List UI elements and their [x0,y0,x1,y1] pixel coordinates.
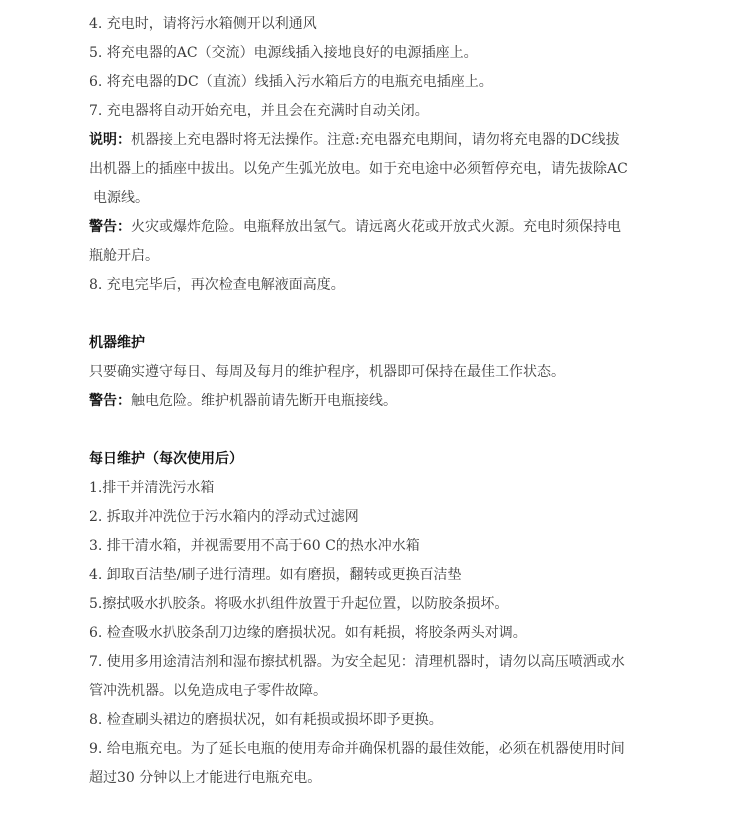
charging-step-7: 7. 充电器将自动开始充电，并且会在充满时自动关闭。 [89,103,429,119]
maintenance-heading: 机器维护 [89,335,145,351]
warning-text-1: 火灾或爆炸危险。电瓶释放出氢气。请远离火花或开放式火源。充电时须保持电 [131,219,621,235]
charging-note-line-2: 出机器上的插座中拔出。以免产生弧光放电。如于充电途中必须暂停充电，请先拔除AC [89,161,628,177]
daily-item-9-line-2: 超过30 分钟以上才能进行电瓶充电。 [89,770,322,786]
maintenance-warning [89,387,689,416]
daily-item-4: 4. 卸取百洁垫/刷子进行清理。如有磨损，翻转或更换百洁垫 [89,567,462,583]
charging-step-6: 6. 将充电器的DC（直流）线插入污水箱后方的电瓶充电插座上。 [89,74,493,90]
daily-item-9-line-1: 9. 给电瓶充电。为了延长电瓶的使用寿命并确保机器的最佳效能，必须在机器使用时间 [89,741,625,757]
daily-item-2: 2. 拆取并冲洗位于污水箱内的浮动式过滤网 [89,509,359,525]
daily-item-8: 8. 检查刷头裙边的磨损状况，如有耗损或损坏即予更换。 [89,712,443,728]
document-body [89,10,689,793]
note-label: 说明： [89,132,131,148]
maintenance-warning-text: 触电危险。维护机器前请先断开电瓶接线。 [131,393,397,409]
section-gap [89,300,689,329]
daily-item-5: 5.擦拭吸水扒胶条。将吸水扒组件放置于升起位置，以防胶条损坏。 [89,596,509,612]
maintenance-warning-label: 警告： [89,393,131,409]
charging-step-4: 4. 充电时，请将污水箱侧开以利通风 [89,16,317,32]
note-text-1: 机器接上充电器时将无法操作。注意:充电器充电期间，请勿将充电器的DC线拔 [131,132,620,148]
daily-maintenance-heading: 每日维护（每次使用后） [89,451,243,467]
charging-note-line-1 [89,126,689,155]
daily-item-7-line-2: 管冲洗机器。以免造成电子零件故障。 [89,683,327,699]
charging-warning-line-2: 瓶舱开启。 [89,248,159,264]
daily-item-3: 3. 排干清水箱，并视需要用不高于60 C的热水冲水箱 [89,538,420,554]
charging-warning-line-1 [89,213,689,242]
charging-step-8: 8. 充电完毕后，再次检查电解液面高度。 [89,277,345,293]
daily-item-6: 6. 检查吸水扒胶条刮刀边缘的磨损状况。如有耗损，将胶条两头对调。 [89,625,527,641]
daily-item-7-line-1: 7. 使用多用途清洁剂和湿布擦拭机器。为安全起见：清理机器时，请勿以高压喷洒或水 [89,654,625,670]
charging-note-line-3: 电源线。 [93,190,149,206]
charging-step-5: 5. 将充电器的AC（交流）电源线插入接地良好的电源插座上。 [89,45,478,61]
daily-item-1: 1.排干并清洗污水箱 [89,480,215,496]
section-gap [89,416,689,445]
maintenance-intro: 只要确实遵守每日、每周及每月的维护程序，机器即可保持在最佳工作状态。 [89,364,565,380]
warning-label: 警告： [89,219,131,235]
